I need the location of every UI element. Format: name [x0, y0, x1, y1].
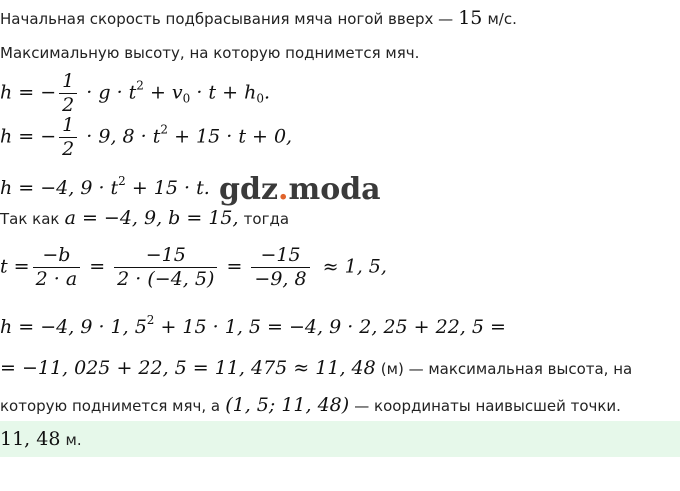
fraction-denominator: 2 · a — [33, 267, 81, 289]
coords-line — [0, 396, 621, 415]
formula-general-part1: · g · t — [80, 81, 137, 104]
fraction-denominator: 2 — [59, 93, 77, 115]
subscript: 0 — [256, 91, 264, 106]
h-result-math: = −11, 025 + 22, 5 = 11, 475 ≈ 11, 48 — [0, 357, 376, 379]
t-fraction-3 — [251, 246, 309, 289]
h-calc-part1: h = −4, 9 · 1, 5 — [0, 316, 147, 338]
h-calc-part2: + 15 · 1, 5 = −4, 9 · 2, 25 + 22, 5 = — [154, 316, 506, 338]
fraction-numerator: −15 — [260, 244, 301, 266]
fraction-denominator: 2 — [59, 137, 77, 159]
formula-sub-part2: + 15 · t + 0, — [168, 125, 293, 148]
fraction-numerator: −15 — [145, 244, 186, 266]
fraction-denominator: 2 · (−4, 5) — [114, 267, 217, 289]
exponent: 2 — [136, 78, 144, 93]
since-suffix: тогда — [243, 210, 290, 228]
coords-math: (1, 5; 11, 48) — [225, 394, 350, 416]
formula-sub-fraction — [59, 116, 77, 159]
t-approx: ≈ — [322, 255, 339, 278]
t-fraction-2 — [114, 246, 217, 289]
fraction-numerator: 1 — [62, 114, 75, 136]
watermark-dot: . — [278, 172, 289, 207]
formula-simplified-main: h = −4, 9 · t — [0, 177, 119, 199]
fraction-denominator: −9, 8 — [251, 267, 309, 289]
exponent: 2 — [146, 313, 155, 327]
t-calculation — [0, 246, 387, 289]
intro-speed-unit: м/с. — [487, 10, 517, 28]
watermark-part2: moda — [288, 172, 381, 207]
answer-value: 11, 48 — [0, 428, 61, 450]
formula-simplified-rest: + 15 · t. — [125, 177, 210, 199]
watermark-logo — [219, 172, 381, 207]
formula-general — [0, 72, 270, 115]
intro-text: Начальная скорость подбрасывания мяча ногой вверх — — [0, 10, 454, 28]
intro-speed-value: 15 — [458, 7, 483, 29]
intro-line — [0, 9, 517, 28]
formula-general-lhs: h = − — [0, 81, 57, 104]
h-result-text: (м) — максимальная высота, на — [380, 360, 633, 378]
exponent: 2 — [160, 122, 169, 137]
answer-line — [0, 430, 82, 449]
t-result: 1, 5, — [344, 255, 387, 278]
fraction-numerator: −b — [42, 244, 71, 266]
h-result-line — [0, 359, 632, 378]
formula-general-fraction — [59, 72, 77, 115]
formula-general-part2: + v — [143, 81, 183, 104]
formula-general-part4: . — [263, 81, 270, 104]
watermark-part1: gdz — [219, 172, 278, 207]
since-math: a = −4, 9, b = 15, — [64, 207, 239, 229]
t-eq2: = — [226, 255, 243, 278]
answer-block — [0, 421, 680, 457]
task-line: Максимальную высоту, на которую поднимется мяч. — [0, 44, 420, 62]
t-fraction-1 — [33, 246, 81, 289]
coords-suffix: — координаты наивысшей точки. — [354, 397, 621, 415]
t-eq1: = — [89, 255, 106, 278]
answer-unit: м. — [65, 431, 82, 449]
fraction-numerator: 1 — [62, 70, 75, 92]
formula-sub-part1: · 9, 8 · t — [80, 125, 161, 148]
formula-general-part3: · t + h — [190, 81, 257, 104]
t-lhs: t = — [0, 255, 30, 278]
h-calculation — [0, 314, 506, 337]
formula-substituted — [0, 116, 292, 159]
since-line — [0, 209, 289, 228]
exponent: 2 — [118, 174, 126, 188]
coords-prefix: которую поднимется мяч, а — [0, 397, 221, 415]
formula-simplified — [0, 175, 210, 198]
subscript: 0 — [182, 91, 191, 106]
formula-sub-lhs: h = − — [0, 125, 57, 148]
since-prefix: Так как — [0, 210, 60, 228]
